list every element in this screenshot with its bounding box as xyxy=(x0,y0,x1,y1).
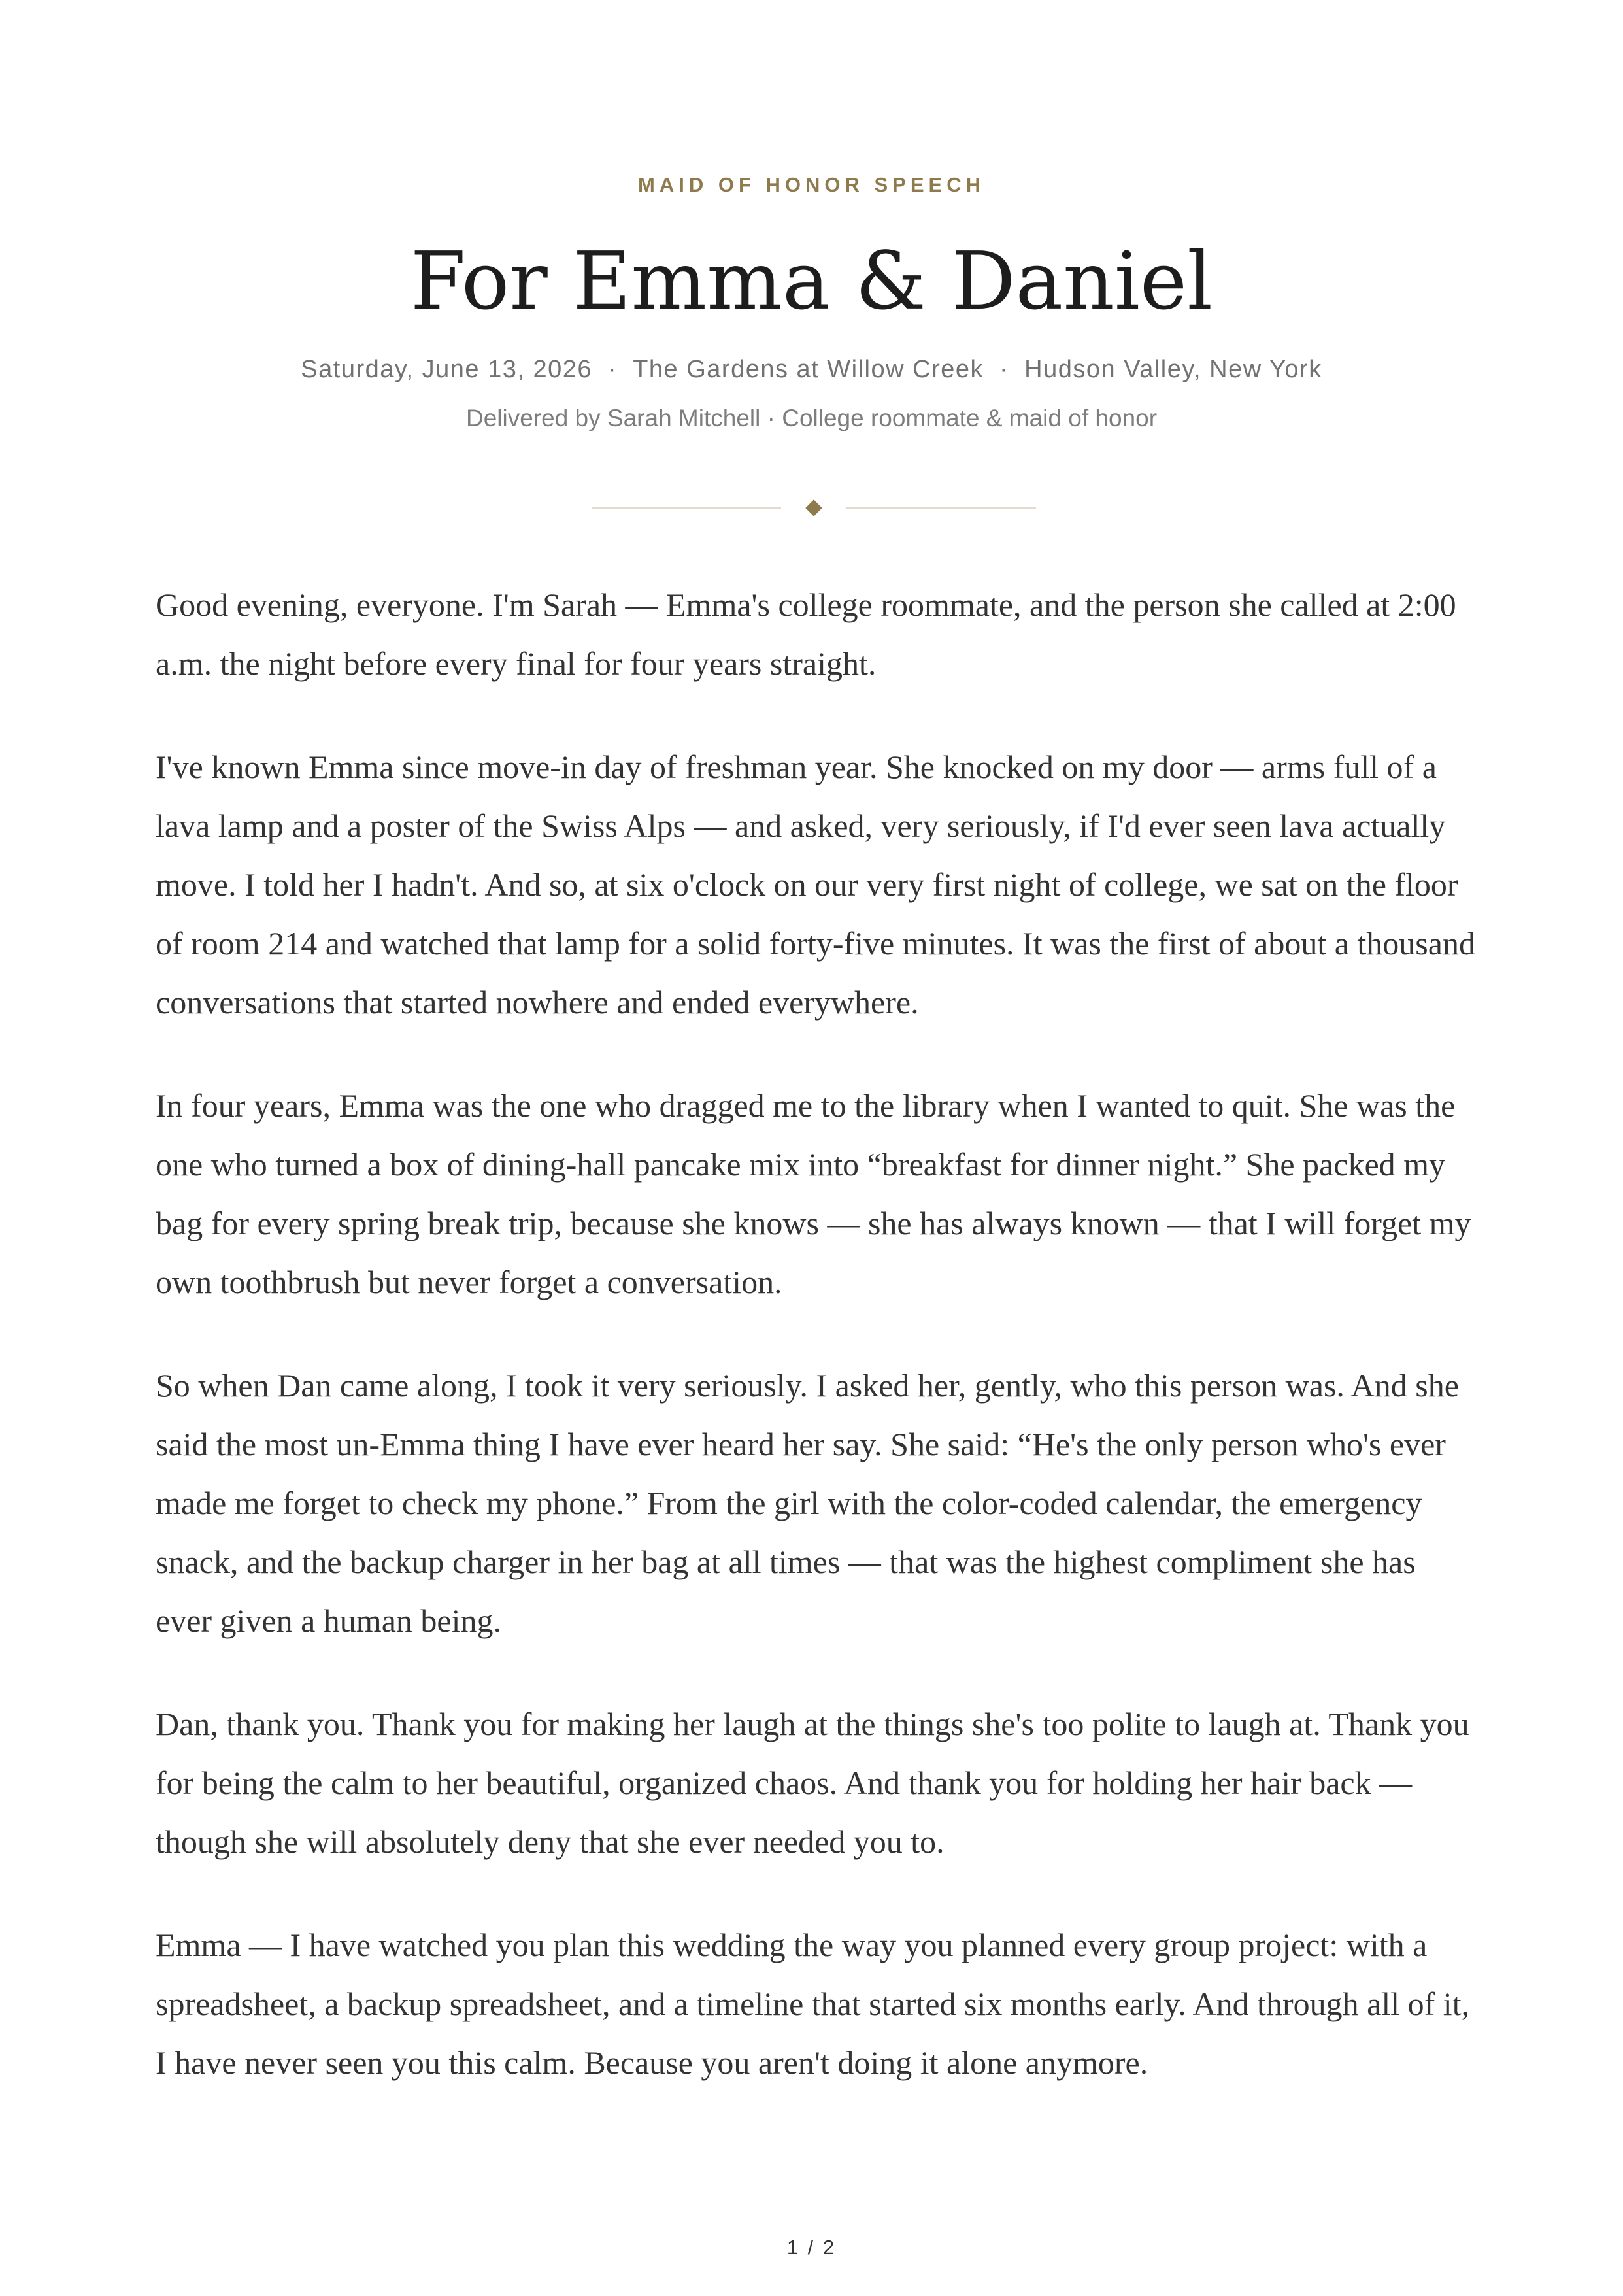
speaker-byline: Delivered by Sarah Mitchell · College roommate & maid of honor xyxy=(465,405,1158,431)
event-details xyxy=(0,353,1623,386)
page-number: 1 / 2 xyxy=(786,2236,837,2259)
speech-paragraph: I've known Emma since move-in day of freshman year. She knocked on my door — arms full of a lava lamp and a poster of the Swiss Alps — and asked, very seriously, if I'd ever seen lava actually move. I told her I hadn't. And so, at six o'clock on our very first night of college, we sat on the floor of room 214 and watched that lamp for a solid forty-five minutes. It was the first of about a thousand conversations that started nowhere and ended everywhere. xyxy=(156,749,1475,1021)
speech-paragraph: Dan, thank you. Thank you for making her laugh at the things she's too polite to laugh at. Thank you for being the calm to her beautiful, organized chaos. And thank you for holding her hair back — though she will absolutely deny that she ever needed you to. xyxy=(156,1706,1469,1860)
speech-body xyxy=(156,575,1476,2136)
speech-paragraph: In four years, Emma was the one who dragged me to the library when I wanted to quit. She was the one who turned a box of dining-hall pancake mix into “breakfast for dinner night.” She packed my bag for every spring break trip, because she knows — she has always known — that I will forget my own toothbrush but never forget a conversation. xyxy=(156,1087,1471,1300)
speech-paragraph: So when Dan came along, I took it very seriously. I asked her, gently, who this person was. And she said the most un-Emma thing I have ever heard her say. She said: “He's the only person who's ever made me forget to check my phone.” From the girl with the color-coded calendar, the emergency snack, and the backup charger in her bag at all times — that was the highest compliment she has ever given a human being. xyxy=(156,1367,1459,1639)
page-title: For Emma & Daniel xyxy=(410,235,1213,328)
event-venue: The Gardens at Willow Creek xyxy=(633,356,984,383)
event-location: Hudson Valley, New York xyxy=(1024,356,1322,383)
speech-eyebrow: MAID OF HONOR SPEECH xyxy=(638,173,985,196)
speech-paragraph: Good evening, everyone. I'm Sarah — Emma's college roommate, and the person she called at 2:00 a.m. the night before every final for four years straight. xyxy=(156,586,1456,682)
event-date: Saturday, June 13, 2026 xyxy=(301,356,593,383)
ornamental-divider xyxy=(592,498,1036,518)
diamond-icon xyxy=(805,499,822,516)
divider-line-right xyxy=(846,507,1036,509)
divider-line-left xyxy=(592,507,781,509)
speech-paragraph: Emma — I have watched you plan this wedding the way you planned every group project: with a spreadsheet, a backup spreadsheet, and a timeline that started six months early. And through all of it, I have never seen you this calm. Because you aren't doing it alone anymore. xyxy=(156,1927,1470,2081)
meta-separator: · xyxy=(999,356,1009,383)
meta-separator: · xyxy=(608,356,618,383)
